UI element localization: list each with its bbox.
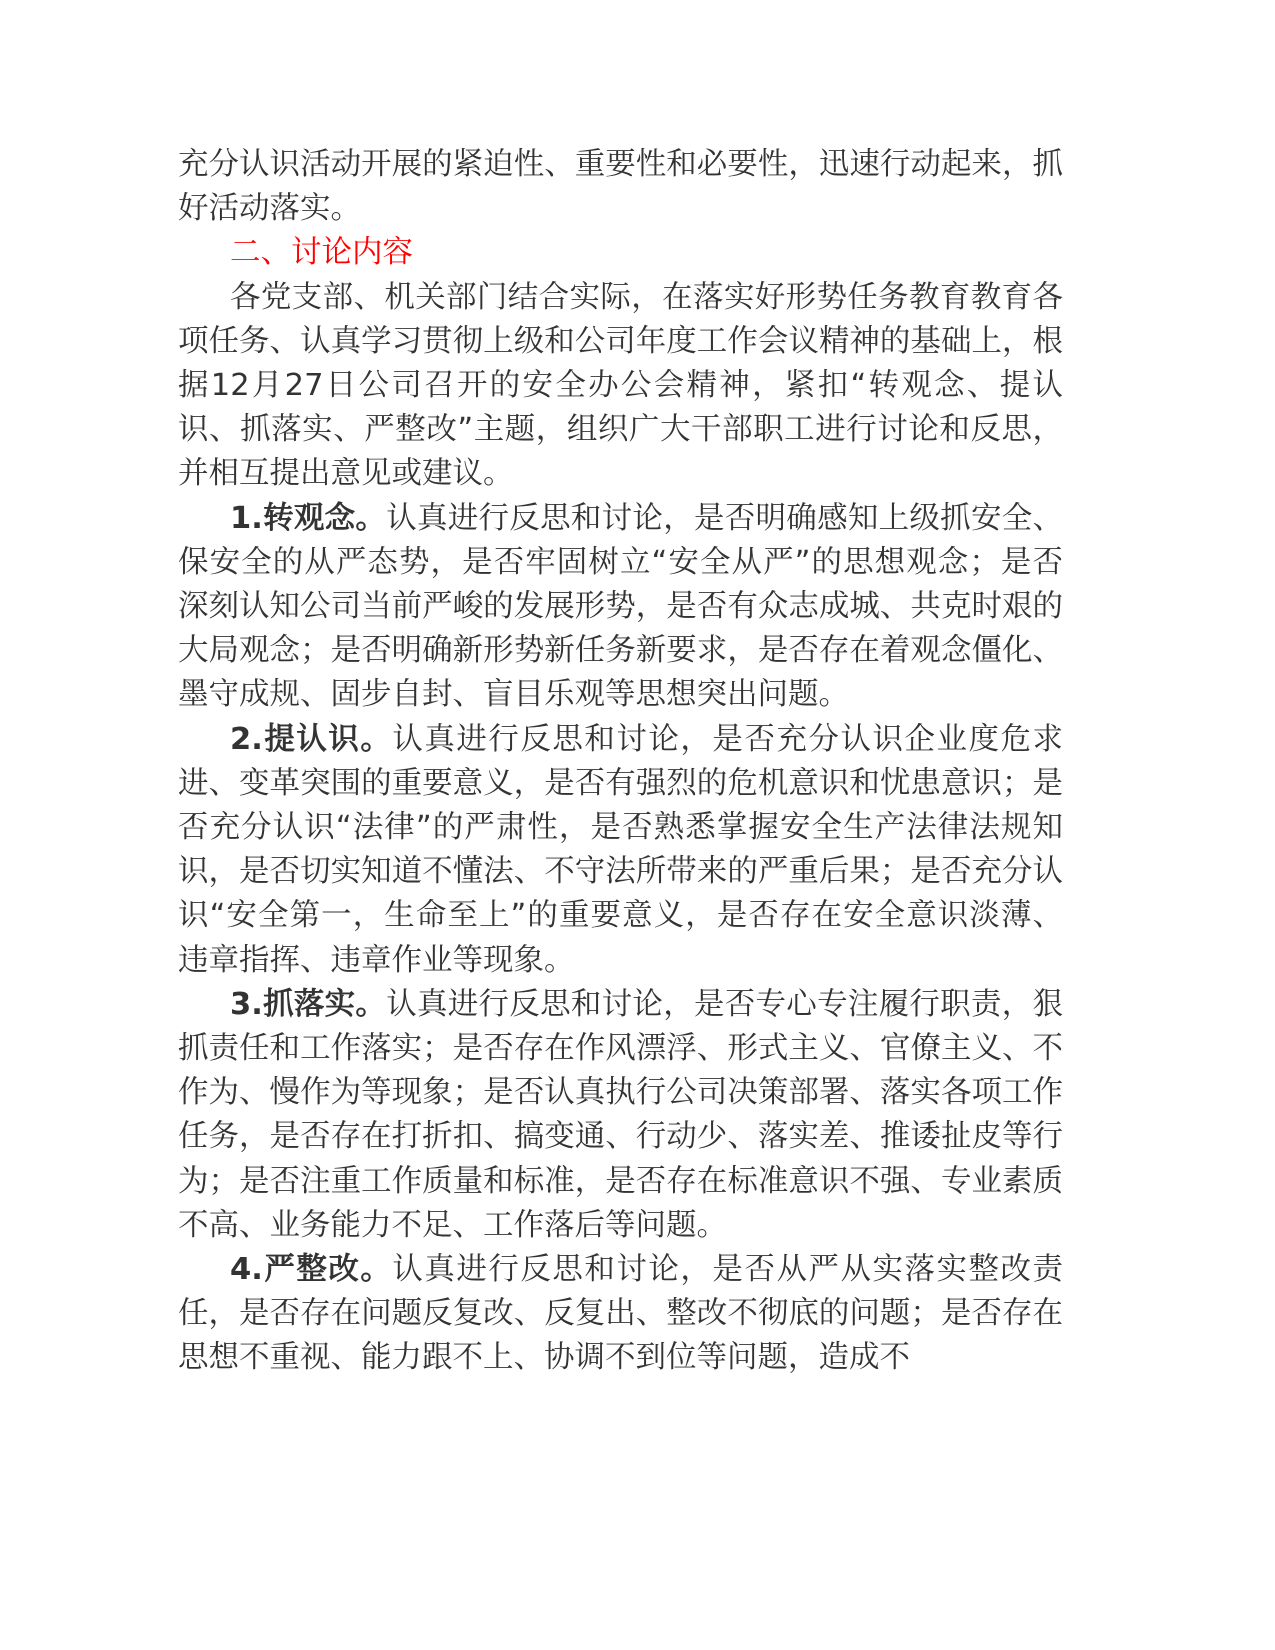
- item-lead-2: 2.提认识。: [230, 721, 393, 757]
- item-paragraph-4: [178, 1248, 1063, 1381]
- item-paragraph-1: [178, 497, 1063, 718]
- section-heading: 二、讨论内容: [230, 235, 413, 271]
- item-lead-1: 1.转观念。: [230, 500, 387, 536]
- item-text-4: 认真进行反思和讨论，是否从严从实落实整改责任，是否存在问题反复改、反复出、整改不彻底的问题；是否存在思想不重视、能力跟不上、协调不到位等问题，造成不: [178, 1252, 1064, 1376]
- item-lead-4: 4.严整改。: [230, 1252, 393, 1288]
- item-text-2: 认真进行反思和讨论，是否充分认识企业度危求进、变革突围的重要意义，是否有强烈的危机意识和忧患意识；是否充分认识“法律”的严肃性，是否熟悉掌握安全生产法律法规知识，是否切实知道不懂法、不守法所带来的严重后果；是否充分认识“安全第一，生命至上”的重要意义，是否存在安全意识淡薄、违章指挥、违章作业等现象。: [178, 721, 1064, 978]
- item-paragraph-2: [178, 718, 1063, 983]
- item-text-1: 认真进行反思和讨论，是否明确感知上级抓安全、保安全的从严态势，是否牢固树立“安全从严”的思想观念；是否深刻认知公司当前严峻的发展形势，是否有众志成城、共克时艰的大局观念；是否明确新形势新任务新要求，是否存在着观念僵化、墨守成规、固步自封、盲目乐观等思想突出问题。: [178, 500, 1064, 713]
- item-paragraph-3: [178, 983, 1063, 1248]
- item-text-3: 认真进行反思和讨论，是否专心专注履行职责，狠抓责任和工作落实；是否存在作风漂浮、形式主义、官僚主义、不作为、慢作为等现象；是否认真执行公司决策部署、落实各项工作任务，是否存在打折扣、搞变通、行动少、落实差、推诿扯皮等行为；是否注重工作质量和标准，是否存在标准意识不强、专业素质不高、业务能力不足、工作落后等问题。: [178, 986, 1064, 1243]
- document-page: [178, 143, 1063, 1381]
- intro-paragraph: 充分认识活动开展的紧迫性、重要性和必要性，迅速行动起来，抓好活动落实。: [178, 147, 1063, 227]
- item-lead-3: 3.抓落实。: [230, 986, 387, 1022]
- section-intro-paragraph: 各党支部、机关部门结合实际，在落实好形势任务教育教育各项任务、认真学习贯彻上级和公司年度工作会议精神的基础上，根据12月27日公司召开的安全办公会精神，紧扣“转观念、提认识、抓落实、严整改”主题，组织广大干部职工进行讨论和反思，并相互提出意见或建议。: [178, 279, 1063, 492]
